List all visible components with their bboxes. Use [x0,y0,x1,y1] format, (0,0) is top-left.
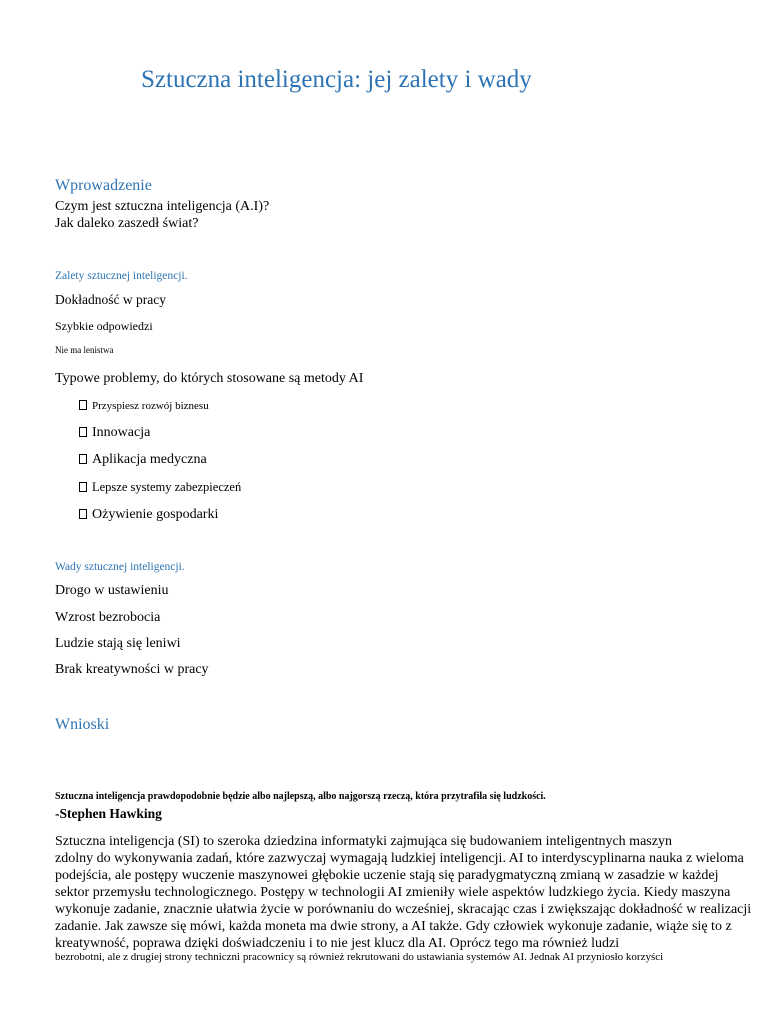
bullet-box-icon [79,509,87,519]
disadvantage-item: Ludzie stają się leniwi [55,636,181,651]
disadvantage-item: Drogo w ustawieniu [55,583,169,598]
bullet-box-icon [79,454,87,464]
paragraph-line: zadanie. Jak zawsze się mówi, każda moneta ma dwie strony, a AI także. Gdy człowiek wykonuje zadanie, wiąże się to z [55,919,732,934]
paragraph-line: sektor przemysłu technologicznego. Postępy w technologii AI zmieniły wiele aspektów ludzkiego życia. Kiedy maszyna [55,885,731,900]
document-title: Sztuczna inteligencja: jej zalety i wady [141,66,532,93]
intro-line: Czym jest sztuczna inteligencja (A.I)? [55,199,270,214]
problem-item [79,507,218,523]
bullet-box-icon [79,482,87,492]
paragraph-line: wykonuje zadanie, znacznie ułatwia życie w porównaniu do wcześniej, skracając czas i zwiększając dokładność w realizacji [55,902,752,917]
disadvantage-item: Brak kreatywności w pracy [55,662,209,677]
problem-label: Ożywienie gospodarki [92,507,219,522]
bullet-box-icon [79,427,87,437]
problem-item [79,425,150,441]
advantage-item: Dokładność w pracy [55,292,166,307]
advantage-item: Szybkie odpowiedzi [55,319,153,333]
problem-item [79,452,207,468]
problem-label: Lepsze systemy zabezpieczeń [92,480,242,494]
hawking-quote: Sztuczna inteligencja prawdopodobnie będzie albo najlepszą, albo najgorszą rzeczą, która przytrafiła się ludzkości. [55,791,546,802]
paragraph-line: bezrobotni, ale z drugiej strony techniczni pracownicy są również rekrutowani do ustawiania systemów AI. Jednak AI przyniosło korzyści [55,951,664,963]
intro-line: Jak daleko zaszedł świat? [55,216,199,231]
problems-heading: Typowe problemy, do których stosowane są metody AI [55,371,364,386]
paragraph-line: Sztuczna inteligencja (SI) to szeroka dziedzina informatyki zajmująca się budowaniem inteligentnych maszyn [55,834,672,849]
problem-label: Innowacja [92,425,151,440]
problem-item [79,400,209,412]
advantage-item: Nie ma lenistwa [55,345,114,355]
problem-label: Przyspiesz rozwój biznesu [92,400,209,412]
disadvantages-heading: Wady sztucznej inteligencji. [55,561,185,573]
problem-label: Aplikacja medyczna [92,452,207,467]
intro-heading: Wprowadzenie [55,177,152,194]
paragraph-line: zdolny do wykonywania zadań, które zazwyczaj wymagają ludzkiej inteligencji. AI to interdyscyplinarna nauka z wieloma [55,851,744,866]
conclusions-heading: Wnioski [55,716,110,733]
quote-author: -Stephen Hawking [55,806,162,821]
paragraph-line: podejścia, ale postępy wuczenie maszynowei głębokie uczenie stają się paradygmatyczną zmianą w zasadzie w każdej [55,868,719,883]
advantages-heading: Zalety sztucznej inteligencji. [55,270,188,282]
bullet-box-icon [79,400,87,410]
paragraph-line: kreatywność, poprawa dzięki doświadczeniu i to nie jest klucz dla AI. Oprócz tego ma również ludzi [55,936,620,951]
disadvantage-item: Wzrost bezrobocia [55,610,161,625]
problem-item [79,480,241,495]
